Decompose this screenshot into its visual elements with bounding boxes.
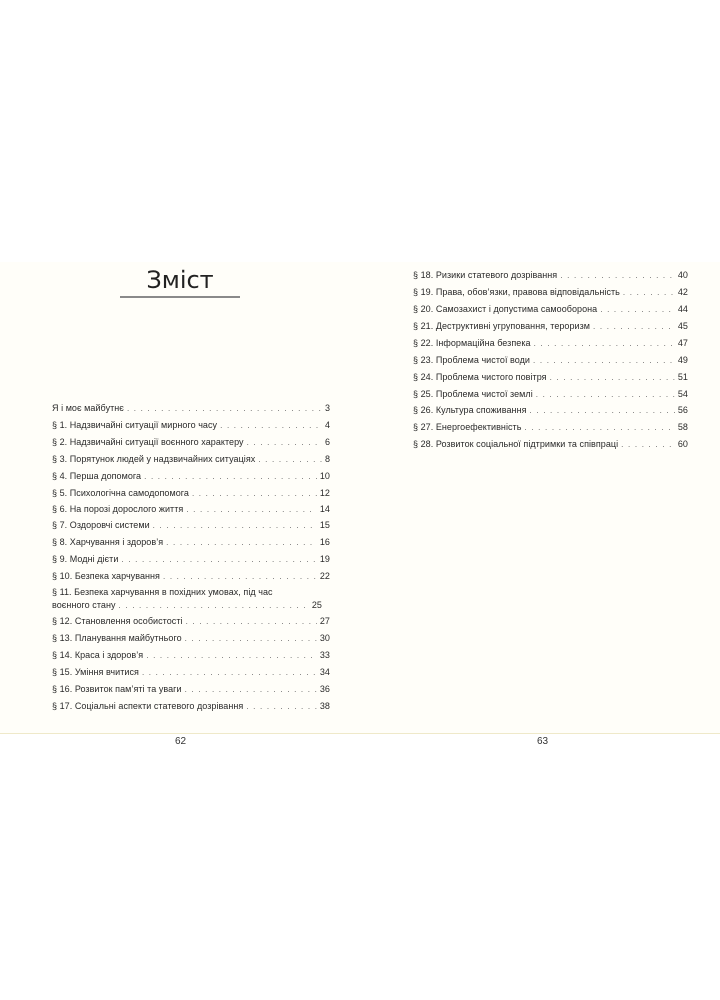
toc-page-number: 19 xyxy=(319,554,330,564)
toc-page-number: 6 xyxy=(324,437,330,447)
toc-entry-3[interactable] xyxy=(52,453,330,466)
toc-leader-dots xyxy=(593,321,675,333)
toc-entry-18[interactable] xyxy=(413,269,688,282)
toc-leader-dots xyxy=(246,701,317,713)
toc-leader-dots xyxy=(533,355,675,367)
toc-page-number: 56 xyxy=(677,405,688,415)
toc-entry-title: § 13. Планування майбутнього xyxy=(52,633,182,643)
page-title: Зміст xyxy=(146,266,214,294)
toc-leader-dots xyxy=(524,422,674,434)
title-underline xyxy=(120,296,240,298)
toc-entry-title: § 19. Права, обов’язки, правова відповідальність xyxy=(413,287,620,297)
toc-page-number: 27 xyxy=(319,616,330,626)
toc-leader-dots xyxy=(185,633,317,645)
toc-entry-title: Я і моє майбутнє xyxy=(52,403,124,413)
toc-page-number: 25 xyxy=(311,600,322,610)
toc-page-number: 34 xyxy=(319,667,330,677)
toc-page-number: 54 xyxy=(677,389,688,399)
toc-entry-title-line1: § 11. Безпека харчування в похідних умовах, під час xyxy=(52,587,273,597)
toc-entry-1[interactable] xyxy=(52,419,330,432)
toc-entry-19[interactable] xyxy=(413,286,688,299)
toc-leader-dots xyxy=(560,270,675,282)
toc-entry-title: § 9. Модні дієти xyxy=(52,554,119,564)
toc-leader-dots xyxy=(185,684,317,696)
toc-leader-dots xyxy=(119,600,309,612)
toc-entry-title: § 7. Оздоровчі системи xyxy=(52,520,150,530)
toc-entry-title: § 10. Безпека харчування xyxy=(52,571,160,581)
toc-page-number: 4 xyxy=(324,420,330,430)
toc-entry-22[interactable] xyxy=(413,337,688,350)
spread-bottom-divider xyxy=(0,733,720,734)
toc-entry-27[interactable] xyxy=(413,421,688,434)
toc-page-number: 45 xyxy=(677,321,688,331)
toc-entry-2[interactable] xyxy=(52,436,330,449)
toc-entry-title: § 22. Інформаційна безпека xyxy=(413,338,531,348)
page-number-right: 63 xyxy=(537,736,549,747)
toc-page-number: 58 xyxy=(677,422,688,432)
toc-leader-dots xyxy=(550,372,675,384)
toc-page-number: 49 xyxy=(677,355,688,365)
toc-entry-title: воєнного стану xyxy=(52,600,116,610)
toc-leader-dots xyxy=(186,616,317,628)
toc-entry-6[interactable] xyxy=(52,503,330,516)
toc-leader-dots xyxy=(146,650,317,662)
toc-entry-title: § 16. Розвиток пам’яті та уваги xyxy=(52,684,182,694)
toc-entry-9[interactable] xyxy=(52,553,330,566)
toc-entry-title: § 26. Культура споживання xyxy=(413,405,527,415)
toc-entry-title: § 21. Деструктивні угруповання, тероризм xyxy=(413,321,591,331)
toc-leader-dots xyxy=(127,403,322,415)
toc-entry-20[interactable] xyxy=(413,303,688,316)
toc-leader-dots xyxy=(166,537,317,549)
toc-entry-28[interactable] xyxy=(413,438,688,451)
toc-entry-title: § 17. Соціальні аспекти статевого дозрівання xyxy=(52,701,244,711)
toc-page-number: 51 xyxy=(677,372,688,382)
toc-entry-25[interactable] xyxy=(413,388,688,401)
toc-leader-dots xyxy=(121,554,316,566)
toc-page-number: 33 xyxy=(319,650,330,660)
toc-page-number: 44 xyxy=(677,304,688,314)
toc-entry-title: § 20. Самозахист і допустима самооборона xyxy=(413,304,598,314)
toc-entry-title: § 18. Ризики статевого дозрівання xyxy=(413,270,558,280)
toc-entry-17[interactable] xyxy=(52,700,330,713)
toc-entry-10[interactable] xyxy=(52,570,330,583)
toc-entry-21[interactable] xyxy=(413,320,688,333)
page-number-left: 62 xyxy=(175,736,187,747)
toc-leader-dots xyxy=(536,389,675,401)
toc-entry-7[interactable] xyxy=(52,519,330,532)
toc-page-number: 14 xyxy=(319,504,330,514)
toc-leader-dots xyxy=(192,488,317,500)
toc-page-number: 10 xyxy=(319,471,330,481)
toc-entry-title: § 3. Порятунок людей у надзвичайних ситуаціях xyxy=(52,454,256,464)
toc-leader-dots xyxy=(258,454,322,466)
toc-entry-title: § 27. Енергоефективність xyxy=(413,422,522,432)
toc-page-number: 15 xyxy=(319,520,330,530)
toc-entry-14[interactable] xyxy=(52,649,330,662)
toc-entry-title: § 12. Становлення особистості xyxy=(52,616,183,626)
toc-entry-title: § 4. Перша допомога xyxy=(52,471,142,481)
toc-entry-24[interactable] xyxy=(413,371,688,384)
toc-leader-dots xyxy=(144,471,317,483)
toc-leader-dots xyxy=(163,571,317,583)
toc-entry-title: § 1. Надзвичайні ситуації мирного часу xyxy=(52,420,218,430)
toc-page-number: 47 xyxy=(677,338,688,348)
toc-entry-title: § 25. Проблема чистої землі xyxy=(413,389,533,399)
toc-entry-title: § 24. Проблема чистого повітря xyxy=(413,372,547,382)
toc-page-number: 3 xyxy=(324,403,330,413)
toc-entry-23[interactable] xyxy=(413,354,688,367)
toc-entry-title: § 28. Розвиток соціальної підтримки та співпраці xyxy=(413,439,619,449)
toc-entry-26[interactable] xyxy=(413,404,688,417)
toc-entry-12[interactable] xyxy=(52,615,330,628)
toc-entry-11[interactable] xyxy=(52,586,330,612)
toc-page-number: 60 xyxy=(677,439,688,449)
toc-leader-dots xyxy=(220,420,322,432)
toc-entry-intro[interactable] xyxy=(52,402,330,415)
toc-page-number: 16 xyxy=(319,537,330,547)
toc-leader-dots xyxy=(530,405,675,417)
toc-page-number: 42 xyxy=(677,287,688,297)
toc-entry-13[interactable] xyxy=(52,632,330,645)
toc-leader-dots xyxy=(142,667,317,679)
toc-leader-dots xyxy=(623,287,675,299)
toc-entry-16[interactable] xyxy=(52,683,330,696)
toc-page-number: 8 xyxy=(324,454,330,464)
toc-entry-title: § 2. Надзвичайні ситуації воєнного характеру xyxy=(52,437,244,447)
toc-page-number: 40 xyxy=(677,270,688,280)
toc-leader-dots xyxy=(600,304,675,316)
toc-entry-8[interactable] xyxy=(52,536,330,549)
toc-entry-15[interactable] xyxy=(52,666,330,679)
toc-entry-title: § 15. Уміння вчитися xyxy=(52,667,139,677)
toc-leader-dots xyxy=(534,338,675,350)
toc-page-number: 30 xyxy=(319,633,330,643)
toc-page-number: 38 xyxy=(319,701,330,711)
toc-leader-dots xyxy=(153,520,317,532)
toc-leader-dots xyxy=(621,439,675,451)
toc-page-number: 36 xyxy=(319,684,330,694)
toc-leader-dots xyxy=(247,437,322,449)
toc-leader-dots xyxy=(186,504,317,516)
toc-entry-title: § 5. Психологічна самодопомога xyxy=(52,488,189,498)
toc-page-number: 22 xyxy=(319,571,330,581)
toc-entry-5[interactable] xyxy=(52,487,330,500)
toc-entry-4[interactable] xyxy=(52,470,330,483)
toc-page-number: 12 xyxy=(319,488,330,498)
toc-entry-title: § 23. Проблема чистої води xyxy=(413,355,531,365)
toc-entry-title: § 8. Харчування і здоров’я xyxy=(52,537,164,547)
toc-entry-title: § 14. Краса і здоров’я xyxy=(52,650,144,660)
toc-entry-title: § 6. На порозі дорослого життя xyxy=(52,504,184,514)
